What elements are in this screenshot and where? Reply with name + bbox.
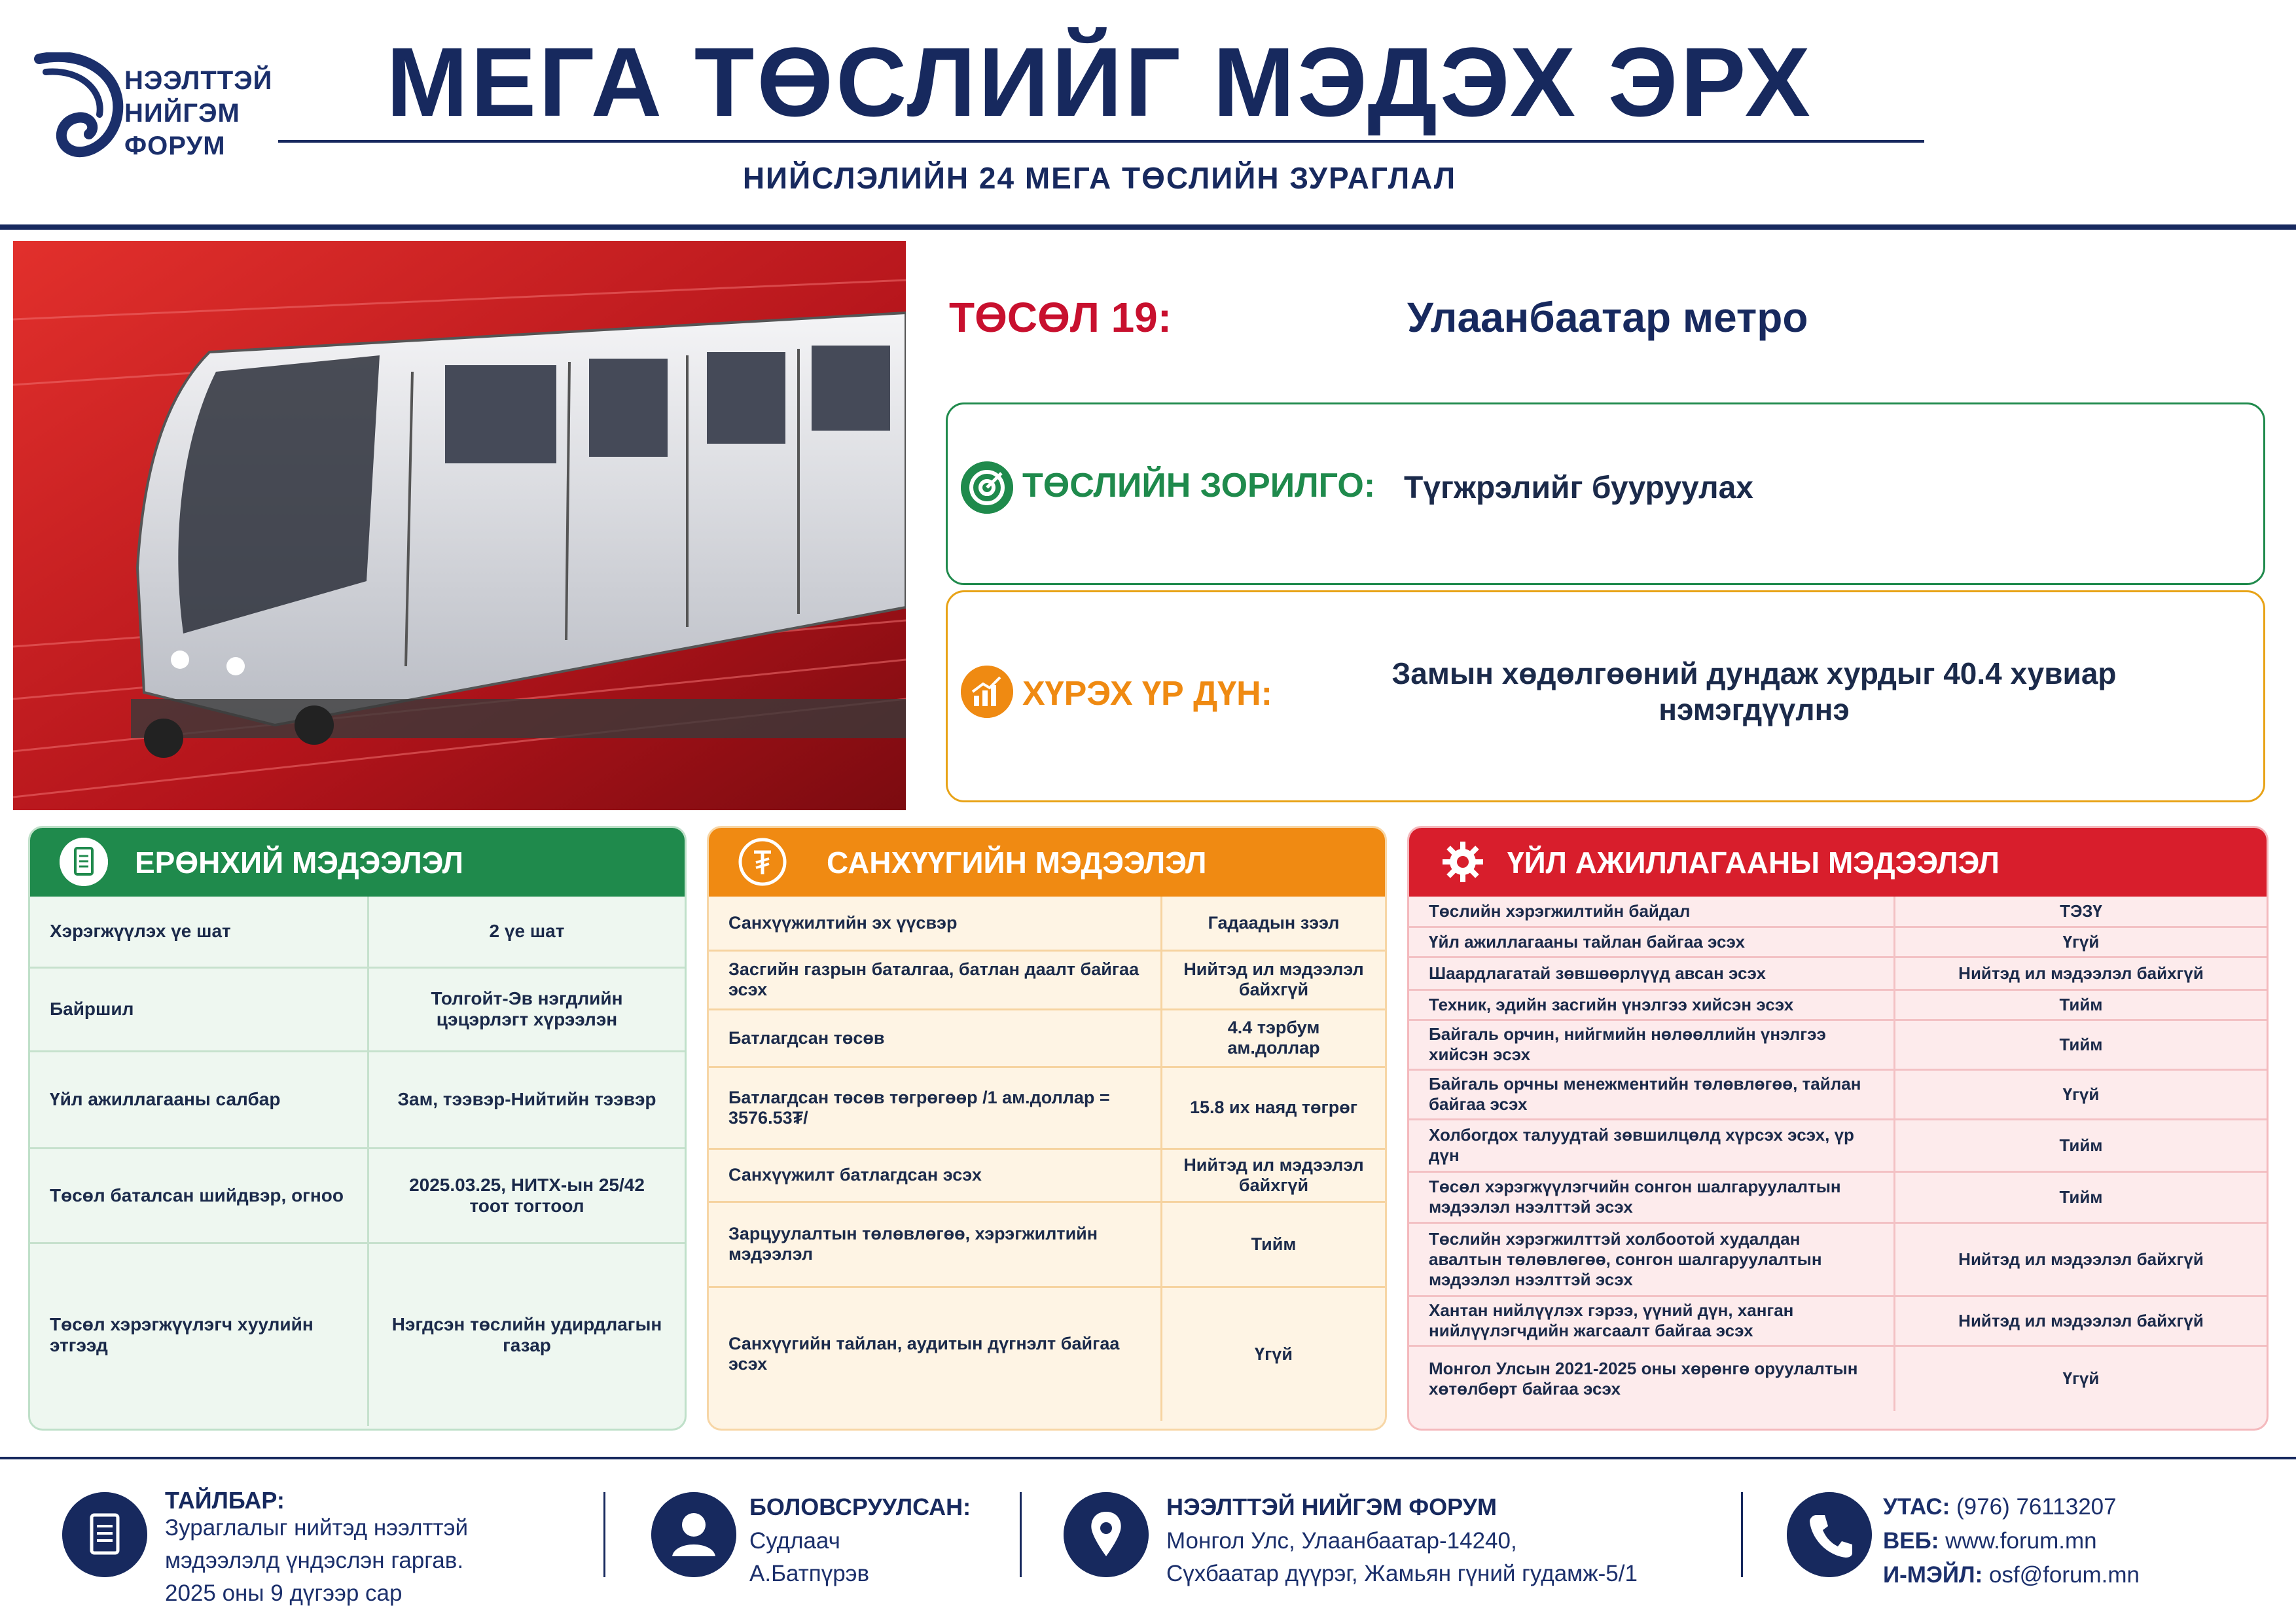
- panel-title: ҮЙЛ АЖИЛЛАГААНЫ МЭДЭЭЛЭЛ: [1507, 846, 2000, 880]
- panel-title: ЕРӨНХИЙ МЭДЭЭЛЭЛ: [135, 846, 463, 880]
- row-label: Техник, эдийн засгийн үнэлгээ хийсэн эсэх: [1409, 990, 1895, 1020]
- author-heading: БОЛОВСРУУЛСАН:: [749, 1493, 971, 1520]
- table-row: [1409, 897, 2267, 927]
- operations-info-panel: [1407, 826, 2269, 1431]
- result-label: ХҮРЭХ ҮР ДҮН:: [1022, 675, 1273, 713]
- table-row: [30, 897, 685, 967]
- row-label: Засгийн газрын баталгаа, батлан даалт байгаа эсэх: [709, 950, 1162, 1009]
- row-value: Нийтэд ил мэдээлэл байхгүй: [1162, 1149, 1386, 1202]
- general-info-panel: [28, 826, 687, 1431]
- table-row: [709, 1287, 1385, 1421]
- address-line: Монгол Улс, Улаанбаатар-14240,: [1166, 1528, 1517, 1554]
- row-value: Нийтэд ил мэдээлэл байхгүй: [1895, 1222, 2267, 1296]
- table-row: [709, 1149, 1385, 1202]
- org-name-line: НИЙГЭМ: [124, 99, 240, 128]
- phone-label: УТАС:: [1883, 1494, 1950, 1520]
- table-row: [1409, 1346, 2267, 1411]
- document-icon: [60, 838, 108, 886]
- operations-info-table: [1409, 897, 2267, 1411]
- target-icon: [961, 461, 1013, 514]
- row-value: Тийм: [1162, 1202, 1386, 1287]
- row-value: Гадаадын зээл: [1162, 897, 1386, 950]
- growth-chart-icon: [961, 666, 1013, 718]
- note-line: мэдээлэлд үндэслэн гаргав.: [165, 1548, 464, 1573]
- footer-divider: [0, 1457, 2296, 1459]
- title-underline: [278, 140, 1924, 143]
- panel-title: САНХҮҮГИЙН МЭДЭЭЛЭЛ: [827, 846, 1207, 880]
- row-label: Санхүүжилт батлагдсан эсэх: [709, 1149, 1162, 1202]
- row-label: Санхүүжилтийн эх үүсвэр: [709, 897, 1162, 950]
- table-row: [1409, 957, 2267, 990]
- row-value: Үгүй: [2062, 1368, 2100, 1389]
- tugrik-currency-icon: [738, 838, 787, 886]
- org-name-line: НЭЭЛТТЭЙ: [124, 66, 273, 95]
- footer-separator: [603, 1492, 605, 1577]
- note-document-icon: [62, 1492, 147, 1577]
- row-value: Нэгдсэн төслийн удирдлагын газар: [391, 1313, 662, 1355]
- table-row: [1409, 1171, 2267, 1222]
- table-row: [709, 1067, 1385, 1149]
- row-label: Төсөл хэрэгжүүлэгчийн сонгон шалгаруулалтын мэдээлэл нээлттэй эсэх: [1409, 1171, 1895, 1222]
- goal-label: ТӨСЛИЙН ЗОРИЛГО:: [1022, 467, 1376, 505]
- location-pin-icon: [1064, 1492, 1149, 1577]
- result-text: Замын хөдөлгөөний дундаж хурдыг 40.4 хувиар нэмэгдүүлнэ: [1391, 656, 2117, 726]
- footer-separator: [1020, 1492, 1022, 1577]
- general-info-table: [30, 897, 685, 1426]
- row-value: 2 үе шат: [368, 897, 685, 967]
- row-label: Монгол Улсын 2021-2025 оны хөрөнгө оруулалтын хөтөлбөрт байгаа эсэх: [1409, 1346, 1895, 1411]
- table-row: [1409, 1020, 2267, 1069]
- table-row: [30, 1051, 685, 1148]
- finance-info-table: [709, 897, 1385, 1421]
- row-value: 15.8 их наяд төгрөг: [1162, 1067, 1386, 1149]
- table-row: [1409, 1296, 2267, 1346]
- user-icon: [651, 1492, 736, 1577]
- row-value: 4.4 тэрбум ам.доллар: [1162, 1009, 1386, 1067]
- finance-info-panel: [707, 826, 1387, 1431]
- metro-train-image: [13, 241, 906, 810]
- table-row: [1409, 1069, 2267, 1119]
- phone-icon: [1787, 1492, 1872, 1577]
- note-line: 2025 оны 9 дүгээр сар: [165, 1580, 403, 1606]
- website-link[interactable]: www.forum.mn: [1945, 1528, 2097, 1554]
- project-name: Улаанбаатар метро: [1407, 294, 1808, 341]
- table-row: [1409, 990, 2267, 1020]
- row-value: Тийм: [1895, 1020, 2267, 1069]
- note-text: [165, 1512, 468, 1610]
- row-value: ТЭЗҮ: [1895, 897, 2267, 927]
- contact-info: [1883, 1490, 2140, 1592]
- row-label: Зарцуулалтын төлөвлөгөө, хэрэгжилтийн мэдээлэл: [709, 1202, 1162, 1287]
- note-heading: ТАЙЛБАР:: [165, 1487, 285, 1514]
- footer-separator: [1741, 1492, 1743, 1577]
- author-text: [749, 1525, 869, 1590]
- row-value: 2025.03.25, НИТХ-ын 25/42 тоот тогтоол: [368, 1148, 685, 1243]
- row-label: Санхүүгийн тайлан, аудитын дүгнэлт байгаа эсэх: [709, 1287, 1162, 1421]
- email-label: И-МЭЙЛ:: [1883, 1562, 1983, 1588]
- phone-number[interactable]: (976) 76113207: [1956, 1494, 2117, 1520]
- table-row: [709, 950, 1385, 1009]
- row-label: Холбогдох талуудтай зөвшилцөлд хүрсэх эсэх, үр дүн: [1409, 1119, 1895, 1171]
- org-name-line: ФОРУМ: [124, 132, 226, 160]
- row-value: Тийм: [1895, 990, 2267, 1020]
- author-line: А.Батпүрэв: [749, 1561, 870, 1586]
- row-label: Төслийн хэрэгжилттэй холбоотой худалдан авалтын төлөвлөгөө, сонгон шалгаруулалтын мэдээлэл нээлттэй эсэх: [1409, 1222, 1895, 1296]
- table-row: [709, 1202, 1385, 1287]
- row-label: Төсөл хэрэгжүүлэгч хуулийн этгээд: [30, 1243, 368, 1426]
- table-row: [30, 1148, 685, 1243]
- row-label: Байгаль орчин, нийгмийн нөлөөллийн үнэлгээ хийсэн эсэх: [1409, 1020, 1895, 1069]
- row-value: Үгүй: [1255, 1344, 1293, 1364]
- table-row: [709, 897, 1385, 950]
- row-value: Зам, тээвэр-Нийтийн тээвэр: [368, 1051, 685, 1148]
- row-value: Нийтэд ил мэдээлэл байхгүй: [1895, 1296, 2267, 1346]
- row-label: Хантан нийлүүлэх гэрээ, үүний дүн, хангaн нийлүүлэгчдийн жагсаалт байгаа эсэх: [1409, 1296, 1895, 1346]
- org-address: [1166, 1525, 1638, 1590]
- row-label: Төслийн хэрэгжилтийн байдал: [1409, 897, 1895, 927]
- row-label: Үйл ажиллагааны салбар: [30, 1051, 368, 1148]
- row-value: Тийм: [1895, 1119, 2267, 1171]
- row-label: Байршил: [30, 967, 368, 1051]
- operations-info-header: [1409, 828, 2267, 897]
- author-line: Судлаач: [749, 1528, 840, 1554]
- row-label: Батлагдсан төсөв төгрөгөөр /1 ам.доллар = 3576.53₮/: [709, 1067, 1162, 1149]
- table-row: [709, 1009, 1385, 1067]
- web-label: ВЕБ:: [1883, 1528, 1939, 1554]
- email-line: [1883, 1558, 2140, 1592]
- row-value: Нийтэд ил мэдээлэл байхгүй: [1162, 950, 1386, 1009]
- row-value: Үгүй: [1895, 927, 2267, 957]
- goal-text: Түгжрэлийг бууруулах: [1404, 471, 1753, 505]
- finance-info-header: [709, 828, 1385, 897]
- org-logo-text: [124, 64, 272, 162]
- project-number: ТӨСӨЛ 19:: [949, 294, 1172, 341]
- table-row: [1409, 1222, 2267, 1296]
- gear-icon: [1439, 838, 1487, 886]
- row-label: Үйл ажиллагааны тайлан байгаа эсэх: [1409, 927, 1895, 957]
- email-link[interactable]: osf@forum.mn: [1988, 1562, 2140, 1588]
- table-row: [1409, 1119, 2267, 1171]
- table-row: [30, 1243, 685, 1426]
- general-info-header: [30, 828, 685, 897]
- header-divider: [0, 224, 2296, 230]
- row-value: Тийм: [1895, 1171, 2267, 1222]
- phone-line: [1883, 1490, 2140, 1524]
- row-value: Нийтэд ил мэдээлэл байхгүй: [1895, 957, 2267, 990]
- org-heading: НЭЭЛТТЭЙ НИЙГЭМ ФОРУМ: [1166, 1493, 1497, 1520]
- row-label: Батлагдсан төсөв: [709, 1009, 1162, 1067]
- page-subtitle: НИЙСЛЭЛИЙН 24 МЕГА ТӨСЛИЙН ЗУРАГЛАЛ: [742, 161, 1457, 195]
- table-row: [30, 967, 685, 1051]
- row-value: Үгүй: [1895, 1069, 2267, 1119]
- row-label: Шаардлагатай зөвшөөрлүүд авсан эсэх: [1409, 957, 1895, 990]
- row-value: Толгойт-Эв нэгдлийн цэцэрлэгт хүрээлэн: [368, 967, 685, 1051]
- row-label: Хэрэгжүүлэх үе шат: [30, 897, 368, 967]
- table-row: [1409, 927, 2267, 957]
- row-label: Төсөл баталсан шийдвэр, огноо: [30, 1148, 368, 1243]
- address-line: Сүхбаатар дүүрэг, Жамьян гүний гудамж-5/1: [1166, 1561, 1638, 1586]
- page-title: МЕГА ТӨСЛИЙГ МЭДЭХ ЭРХ: [386, 27, 1813, 137]
- web-line: [1883, 1524, 2140, 1558]
- row-label: Байгаль орчны менежментийн төлөвлөгөө, тайлан байгаа эсэх: [1409, 1069, 1895, 1119]
- note-line: Зураглалыг нийтэд нээлттэй: [165, 1515, 468, 1541]
